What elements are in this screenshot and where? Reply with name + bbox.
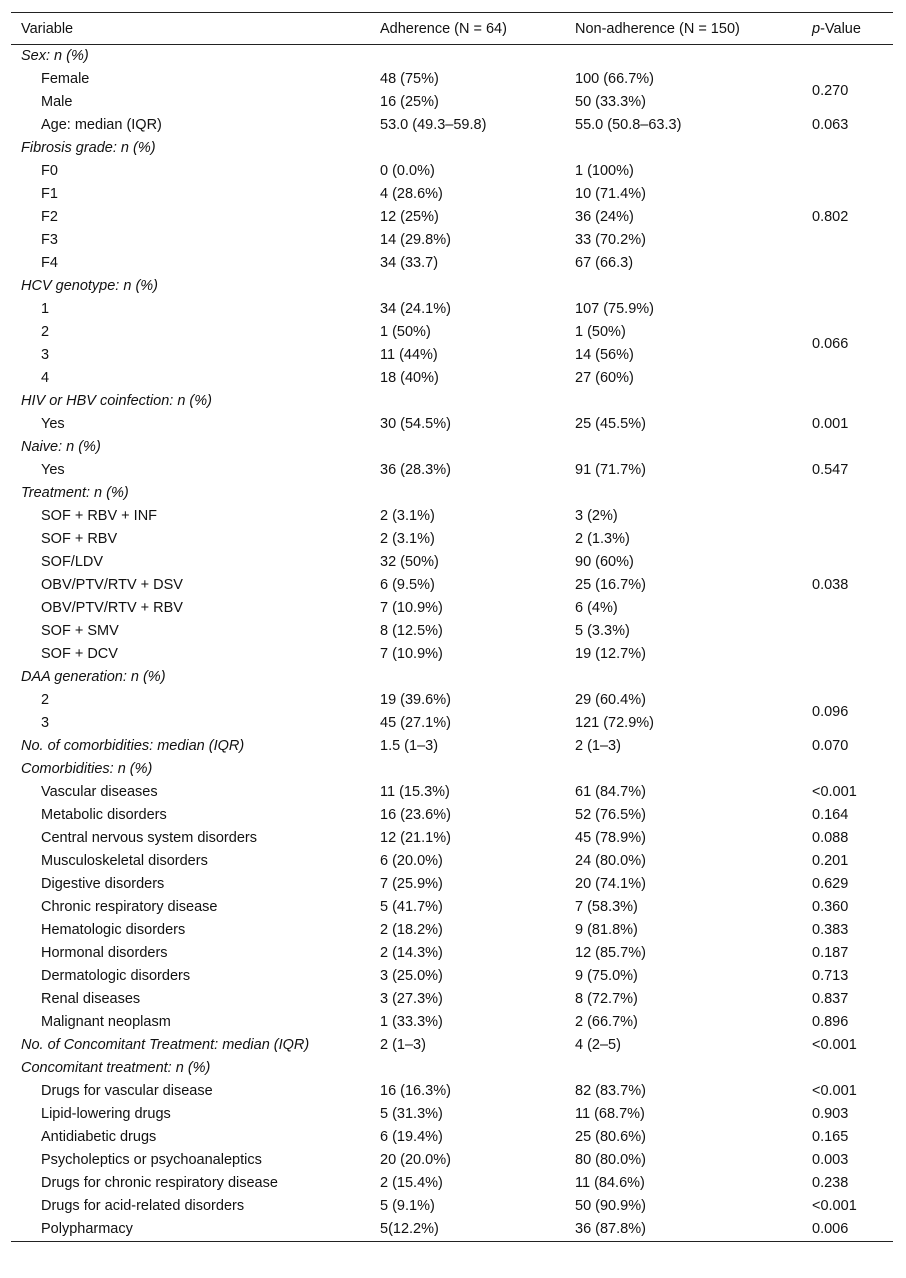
cell-adherence: 2 (15.4%)	[380, 1175, 443, 1191]
cell-adherence: 2 (3.1%)	[380, 531, 435, 547]
section-label: Naive: n (%)	[21, 439, 101, 455]
cell-p-value	[802, 436, 893, 459]
cell-adherence: 1 (33.3%)	[380, 1014, 443, 1030]
cell-non-adherence: 9 (81.8%)	[575, 922, 638, 938]
cell-adherence	[370, 45, 565, 69]
cell-adherence: 8 (12.5%)	[380, 623, 443, 639]
row-label: Male	[41, 94, 73, 110]
cell-adherence: 16 (23.6%)	[380, 807, 451, 823]
cell-p-value	[802, 390, 893, 413]
table-row	[11, 206, 893, 229]
cell-adherence: 3 (25.0%)	[380, 968, 443, 984]
cell-p-value	[802, 666, 893, 689]
section-label: Fibrosis grade: n (%)	[21, 140, 156, 156]
cell-non-adherence: 25 (16.7%)	[575, 577, 646, 593]
cell-p-value: <0.001	[812, 1083, 857, 1099]
cell-non-adherence: 5 (3.3%)	[575, 623, 630, 639]
cell-p-value: 0.713	[812, 968, 849, 984]
section-label: Concomitant treatment: n (%)	[21, 1060, 211, 1076]
cell-non-adherence: 45 (78.9%)	[575, 830, 646, 846]
row-label: Renal diseases	[41, 991, 141, 1007]
row-label: Age: median (IQR)	[41, 117, 162, 133]
cell-adherence	[370, 390, 565, 413]
cell-p-value: 0.006	[812, 1221, 849, 1237]
table-row	[11, 114, 893, 137]
cell-non-adherence: 36 (24%)	[575, 209, 634, 225]
row-label: Musculoskeletal disorders	[41, 853, 208, 869]
row-label: 2	[41, 692, 50, 708]
cell-non-adherence: 36 (87.8%)	[575, 1221, 646, 1237]
cell-p-value	[802, 482, 893, 505]
table-row	[11, 597, 893, 620]
row-label: Metabolic disorders	[41, 807, 167, 823]
cell-p-value: 0.003	[812, 1152, 849, 1168]
cell-non-adherence	[565, 137, 802, 160]
cell-adherence: 32 (50%)	[380, 554, 439, 570]
cell-non-adherence: 91 (71.7%)	[575, 462, 646, 478]
cell-adherence	[370, 482, 565, 505]
table-row	[11, 965, 893, 988]
table-header	[11, 13, 893, 45]
cell-p-value: 0.088	[812, 830, 849, 846]
cell-non-adherence: 4 (2–5)	[575, 1037, 621, 1053]
cell-non-adherence: 14 (56%)	[575, 347, 634, 363]
cell-non-adherence: 2 (1.3%)	[575, 531, 630, 547]
cell-non-adherence: 12 (85.7%)	[575, 945, 646, 961]
row-label: SOF/LDV	[41, 554, 104, 570]
cell-p-value	[802, 45, 893, 69]
cell-non-adherence: 82 (83.7%)	[575, 1083, 646, 1099]
cell-non-adherence: 9 (75.0%)	[575, 968, 638, 984]
section-row	[11, 482, 893, 505]
table-row	[11, 988, 893, 1011]
cell-non-adherence: 80 (80.0%)	[575, 1152, 646, 1168]
cell-adherence: 2 (14.3%)	[380, 945, 443, 961]
cell-non-adherence: 55.0 (50.8–63.3)	[575, 117, 682, 133]
cell-p-value	[802, 275, 893, 298]
cell-adherence: 5 (41.7%)	[380, 899, 443, 915]
cell-non-adherence: 90 (60%)	[575, 554, 634, 570]
table-row	[11, 1011, 893, 1034]
table-row	[11, 183, 893, 206]
cell-p-value: 0.164	[812, 807, 849, 823]
row-label: Dermatologic disorders	[41, 968, 191, 984]
cell-adherence: 7 (10.9%)	[380, 646, 443, 662]
section-row	[11, 666, 893, 689]
cell-adherence: 2 (1–3)	[380, 1037, 426, 1053]
cell-non-adherence: 50 (33.3%)	[575, 94, 646, 110]
cell-adherence: 16 (16.3%)	[380, 1083, 451, 1099]
header-p-italic: p	[812, 20, 821, 37]
header-non-adherence: Non-adherence (N = 150)	[575, 20, 740, 37]
cell-adherence: 6 (19.4%)	[380, 1129, 443, 1145]
row-label: OBV/PTV/RTV + DSV	[41, 577, 183, 593]
cell-non-adherence	[565, 758, 802, 781]
row-label: Malignant neoplasm	[41, 1014, 171, 1030]
cell-p-value: 0.070	[812, 738, 849, 754]
section-label: No. of comorbidities: median (IQR)	[21, 738, 245, 754]
cell-p-value: 0.066	[812, 335, 849, 352]
cell-adherence: 1.5 (1–3)	[380, 738, 439, 754]
header-adherence: Adherence (N = 64)	[380, 20, 507, 37]
table-row	[11, 551, 893, 574]
cell-adherence: 18 (40%)	[380, 370, 439, 386]
cell-non-adherence: 52 (76.5%)	[575, 807, 646, 823]
cell-p-value: 0.238	[812, 1175, 849, 1191]
cell-p-value: 0.896	[812, 1014, 849, 1030]
row-label: OBV/PTV/RTV + RBV	[41, 600, 183, 616]
table-row	[11, 942, 893, 965]
cell-non-adherence	[565, 436, 802, 459]
cell-adherence: 12 (25%)	[380, 209, 439, 225]
table-row	[11, 91, 893, 114]
row-label: Antidiabetic drugs	[41, 1129, 157, 1145]
table-row	[11, 712, 893, 735]
row-label: Yes	[41, 462, 65, 478]
cell-adherence	[370, 137, 565, 160]
cell-adherence: 36 (28.3%)	[380, 462, 451, 478]
cell-p-value: 0.360	[812, 899, 849, 915]
table-row	[11, 781, 893, 804]
cell-adherence: 5(12.2%)	[380, 1221, 439, 1237]
cell-non-adherence: 121 (72.9%)	[575, 715, 654, 731]
row-label: 2	[41, 324, 50, 340]
section-label: DAA generation: n (%)	[21, 669, 166, 685]
cell-adherence: 7 (25.9%)	[380, 876, 443, 892]
row-label: Drugs for acid-related disorders	[41, 1198, 245, 1214]
cell-non-adherence: 20 (74.1%)	[575, 876, 646, 892]
row-label: SOF + DCV	[41, 646, 118, 662]
section-label: Treatment: n (%)	[21, 485, 129, 501]
header-row	[11, 13, 893, 45]
cell-p-value: 0.629	[812, 876, 849, 892]
row-label: Psycholeptics or psychoanaleptics	[41, 1152, 262, 1168]
table-row	[11, 252, 893, 275]
table-row	[11, 459, 893, 482]
table-row	[11, 344, 893, 367]
cell-p-value: 0.270	[812, 82, 849, 99]
cell-adherence	[370, 1057, 565, 1080]
cell-p-value: 0.096	[812, 703, 849, 720]
cell-non-adherence: 10 (71.4%)	[575, 186, 646, 202]
row-label: Central nervous system disorders	[41, 830, 257, 846]
cell-p-value: 0.187	[812, 945, 849, 961]
cell-non-adherence: 2 (66.7%)	[575, 1014, 638, 1030]
cell-adherence: 4 (28.6%)	[380, 186, 443, 202]
table-row	[11, 1103, 893, 1126]
cell-adherence: 11 (44%)	[380, 347, 438, 363]
table-row	[11, 1149, 893, 1172]
cell-adherence: 19 (39.6%)	[380, 692, 451, 708]
section-row	[11, 275, 893, 298]
table-row	[11, 1080, 893, 1103]
section-row	[11, 436, 893, 459]
cell-adherence: 0 (0.0%)	[380, 163, 435, 179]
row-label: Female	[41, 71, 90, 87]
section-row	[11, 758, 893, 781]
cell-adherence: 1 (50%)	[380, 324, 431, 340]
cell-p-value	[802, 1057, 893, 1080]
cell-adherence: 45 (27.1%)	[380, 715, 451, 731]
cell-adherence: 34 (33.7)	[380, 255, 439, 271]
table-row	[11, 1195, 893, 1218]
table-row	[11, 528, 893, 551]
cell-p-value: 0.802	[812, 209, 849, 225]
table-row	[11, 367, 893, 390]
table-row	[11, 850, 893, 873]
cell-non-adherence: 8 (72.7%)	[575, 991, 638, 1007]
cell-non-adherence: 11 (84.6%)	[575, 1175, 645, 1191]
cell-adherence: 5 (9.1%)	[380, 1198, 435, 1214]
cell-adherence: 16 (25%)	[380, 94, 439, 110]
cell-p-value: <0.001	[812, 1037, 857, 1053]
table-row	[11, 505, 893, 528]
cell-non-adherence: 25 (45.5%)	[575, 416, 646, 432]
table-row	[11, 827, 893, 850]
cell-p-value: <0.001	[812, 1198, 857, 1214]
cell-adherence: 34 (24.1%)	[380, 301, 451, 317]
table-row	[11, 229, 893, 252]
table-row	[11, 643, 893, 666]
section-label: Sex: n (%)	[21, 48, 89, 64]
section-row	[11, 45, 893, 69]
row-label: Polypharmacy	[41, 1221, 133, 1237]
cell-non-adherence: 7 (58.3%)	[575, 899, 638, 915]
row-label: F3	[41, 232, 58, 248]
section-label: Comorbidities: n (%)	[21, 761, 153, 777]
section-row	[11, 1057, 893, 1080]
table-body	[11, 45, 893, 1242]
row-label: Digestive disorders	[41, 876, 165, 892]
table-row	[11, 896, 893, 919]
cell-adherence	[370, 275, 565, 298]
section-row	[11, 390, 893, 413]
data-table	[11, 12, 893, 1242]
cell-adherence: 6 (20.0%)	[380, 853, 443, 869]
row-label: SOF + RBV + INF	[41, 508, 158, 524]
cell-non-adherence: 19 (12.7%)	[575, 646, 646, 662]
cell-adherence: 11 (15.3%)	[380, 784, 450, 800]
row-label: Drugs for chronic respiratory disease	[41, 1175, 278, 1191]
cell-adherence: 2 (18.2%)	[380, 922, 443, 938]
cell-non-adherence	[565, 390, 802, 413]
cell-adherence: 7 (10.9%)	[380, 600, 443, 616]
table-row	[11, 873, 893, 896]
table-row	[11, 689, 893, 712]
cell-adherence: 53.0 (49.3–59.8)	[380, 117, 487, 133]
row-label: Vascular diseases	[41, 784, 158, 800]
cell-adherence: 12 (21.1%)	[380, 830, 451, 846]
row-label: SOF + RBV	[41, 531, 118, 547]
header-variable: Variable	[21, 20, 74, 37]
table-row	[11, 919, 893, 942]
row-label: Chronic respiratory disease	[41, 899, 218, 915]
table-row	[11, 804, 893, 827]
cell-non-adherence: 27 (60%)	[575, 370, 634, 386]
cell-p-value: 0.383	[812, 922, 849, 938]
cell-non-adherence: 25 (80.6%)	[575, 1129, 646, 1145]
table-row	[11, 574, 893, 597]
cell-adherence: 30 (54.5%)	[380, 416, 451, 432]
row-label: F2	[41, 209, 58, 225]
table-row	[11, 620, 893, 643]
cell-non-adherence: 107 (75.9%)	[575, 301, 654, 317]
cell-non-adherence: 100 (66.7%)	[575, 71, 654, 87]
row-label: Lipid-lowering drugs	[41, 1106, 171, 1122]
cell-non-adherence	[565, 1057, 802, 1080]
cell-non-adherence	[565, 45, 802, 69]
table-row	[11, 298, 893, 321]
cell-adherence: 6 (9.5%)	[380, 577, 435, 593]
row-label: Drugs for vascular disease	[41, 1083, 213, 1099]
cell-p-value	[802, 758, 893, 781]
cell-non-adherence: 50 (90.9%)	[575, 1198, 646, 1214]
section-row	[11, 735, 893, 758]
row-label: 3	[41, 715, 50, 731]
cell-non-adherence: 1 (100%)	[575, 163, 634, 179]
section-label: No. of Concomitant Treatment: median (IQR)	[21, 1037, 310, 1053]
cell-p-value: 0.001	[812, 416, 849, 432]
section-label: HIV or HBV coinfection: n (%)	[21, 393, 212, 409]
header-p-suffix: -Value	[820, 20, 861, 37]
section-label: HCV genotype: n (%)	[21, 278, 159, 294]
row-label: 1	[41, 301, 50, 317]
cell-p-value: 0.165	[812, 1129, 849, 1145]
row-label: F1	[41, 186, 58, 202]
cell-non-adherence: 24 (80.0%)	[575, 853, 646, 869]
table-row	[11, 1172, 893, 1195]
row-label: Yes	[41, 416, 65, 432]
cell-adherence	[370, 436, 565, 459]
table-row	[11, 1126, 893, 1149]
row-label: 3	[41, 347, 50, 363]
cell-adherence: 14 (29.8%)	[380, 232, 451, 248]
cell-non-adherence: 29 (60.4%)	[575, 692, 646, 708]
cell-non-adherence: 61 (84.7%)	[575, 784, 646, 800]
table-row	[11, 68, 893, 91]
section-row	[11, 137, 893, 160]
cell-p-value: 0.903	[812, 1106, 849, 1122]
cell-p-value: 0.547	[812, 462, 849, 478]
cell-adherence	[370, 758, 565, 781]
cell-non-adherence	[565, 275, 802, 298]
cell-adherence: 3 (27.3%)	[380, 991, 443, 1007]
section-row	[11, 1034, 893, 1057]
cell-non-adherence: 2 (1–3)	[575, 738, 621, 754]
cell-adherence: 20 (20.0%)	[380, 1152, 451, 1168]
row-label: F4	[41, 255, 58, 271]
row-label: SOF + SMV	[41, 623, 119, 639]
cell-p-value: 0.063	[812, 117, 849, 133]
table-row	[11, 1218, 893, 1242]
cell-non-adherence: 67 (66.3)	[575, 255, 634, 271]
table-row	[11, 160, 893, 183]
row-label: F0	[41, 163, 58, 179]
cell-adherence: 5 (31.3%)	[380, 1106, 443, 1122]
cell-adherence	[370, 666, 565, 689]
table-row	[11, 413, 893, 436]
cell-non-adherence	[565, 482, 802, 505]
header-p-value	[802, 13, 893, 45]
row-label: Hematologic disorders	[41, 922, 186, 938]
cell-adherence: 48 (75%)	[380, 71, 439, 87]
row-label: Hormonal disorders	[41, 945, 168, 961]
cell-non-adherence: 1 (50%)	[575, 324, 626, 340]
cell-p-value: 0.038	[812, 577, 849, 593]
cell-p-value: <0.001	[812, 784, 857, 800]
cell-non-adherence: 6 (4%)	[575, 600, 618, 616]
cell-non-adherence: 33 (70.2%)	[575, 232, 646, 248]
cell-p-value: 0.837	[812, 991, 849, 1007]
cell-p-value	[802, 137, 893, 160]
cell-adherence: 2 (3.1%)	[380, 508, 435, 524]
cell-p-value: 0.201	[812, 853, 849, 869]
table-row	[11, 321, 893, 344]
row-label: 4	[41, 370, 50, 386]
cell-non-adherence	[565, 666, 802, 689]
cell-non-adherence: 11 (68.7%)	[575, 1106, 645, 1122]
cell-non-adherence: 3 (2%)	[575, 508, 618, 524]
